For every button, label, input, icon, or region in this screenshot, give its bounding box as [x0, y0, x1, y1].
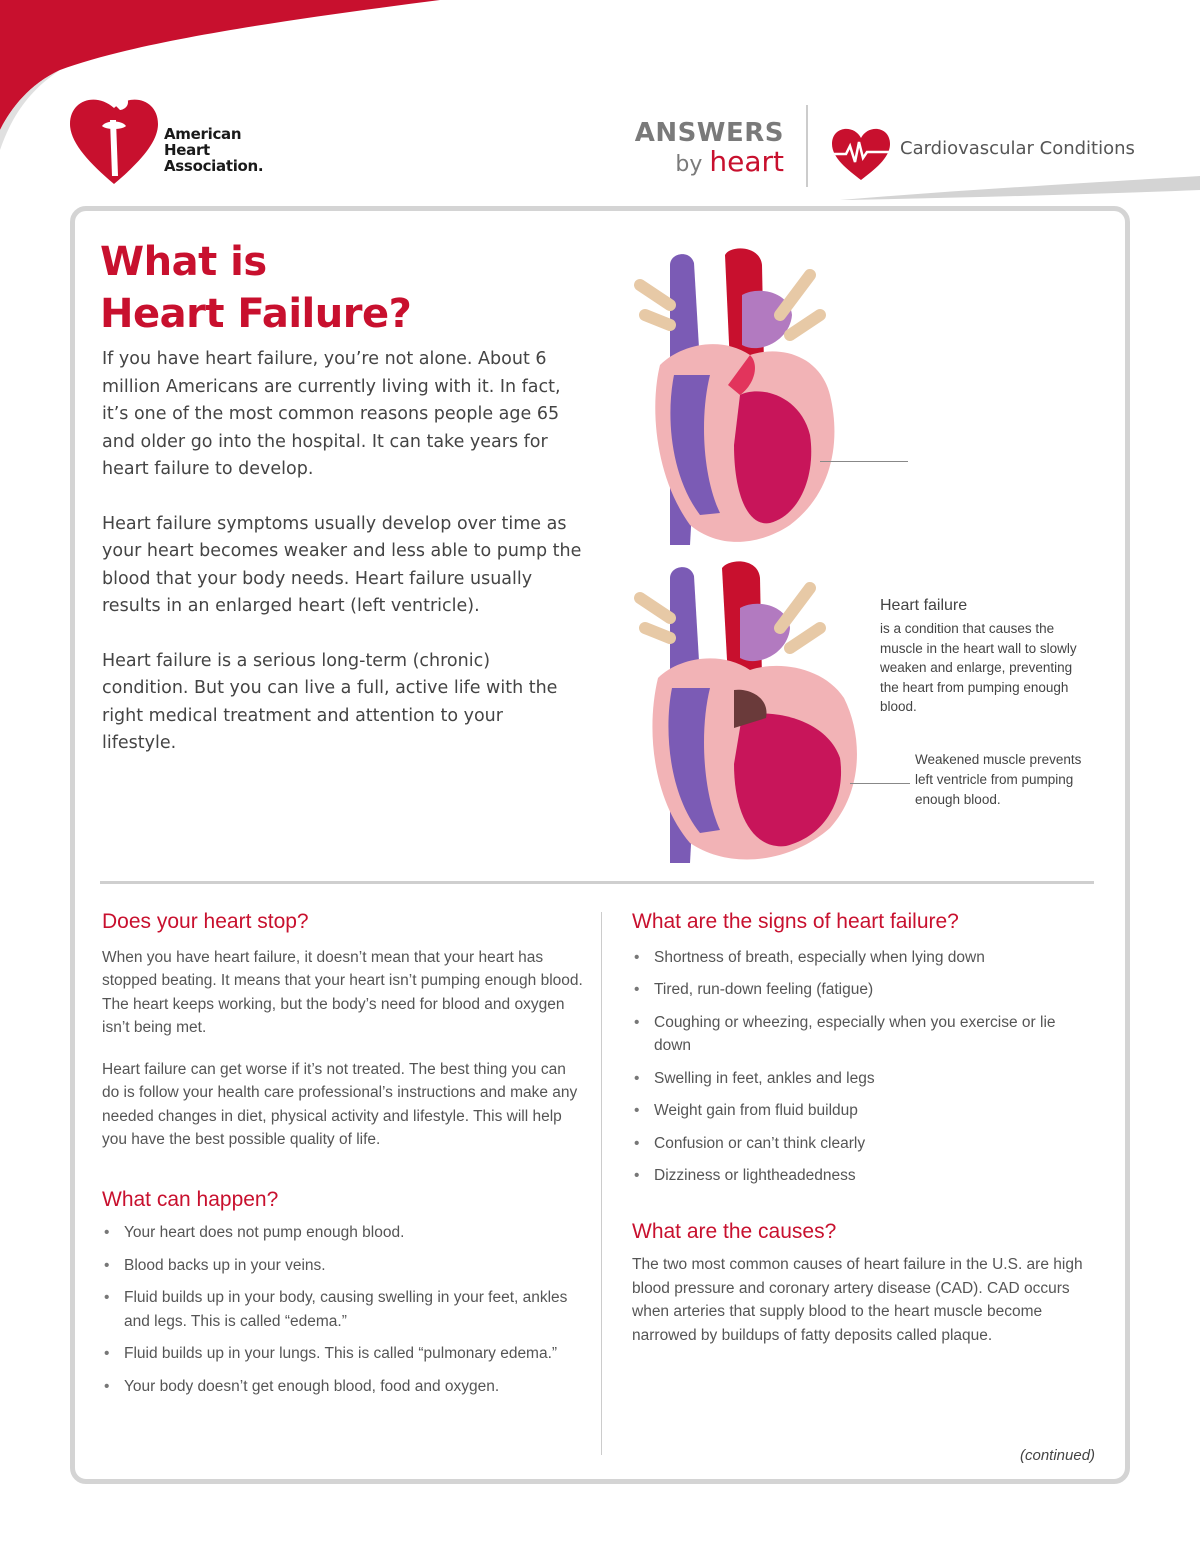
- column-divider: [601, 912, 602, 1455]
- wordmark-line-2: Heart: [164, 141, 210, 159]
- section-paragraph: The two most common causes of heart failure in the U.S. are high blood pressure and coronary artery disease (CAD). CAD occurs when arteries that supply blood to the heart muscle become narrowed by buildups of fatty deposits called plaque.: [632, 1256, 1083, 1344]
- list-item: • Your body doesn’t get enough blood, food and oxygen.: [104, 1377, 500, 1395]
- section-paragraph: Heart failure can get worse if it’s not treated. The best thing you can do is follow your health care professional’s instructions and make any needed changes in diet, physical activity and lifestyle. This will help you have the best possible quality of life.: [102, 1060, 578, 1148]
- signs-list: [632, 946, 1092, 1188]
- section-heading: What can happen?: [102, 1187, 279, 1211]
- header-divider: [806, 105, 808, 187]
- section-divider: [100, 881, 1094, 884]
- leader-line: [850, 783, 910, 784]
- list-item: • Shortness of breath, especially when lying down: [634, 948, 985, 966]
- normal-heart-illustration: [630, 245, 850, 550]
- list-item: • Swelling in feet, ankles and legs: [634, 1069, 875, 1087]
- answers-by-heart-logo: [632, 118, 784, 179]
- intro-paragraph: Heart failure is a serious long-term (chronic) condition. But you can live a full, active life with the right medical treatment and attention to your lifestyle.: [102, 650, 558, 753]
- answers-by-line: [632, 145, 784, 179]
- list-item: • Coughing or wheezing, especially when you exercise or lie down: [634, 1013, 1056, 1054]
- left-column: [102, 910, 587, 1407]
- list-item: • Blood backs up in your veins.: [104, 1256, 326, 1274]
- list-item: • Confusion or can’t think clearly: [634, 1134, 866, 1152]
- list-item: • Tired, run-down feeling (fatigue): [634, 981, 874, 998]
- happen-list: [102, 1221, 587, 1398]
- title-line-2: Heart Failure?: [100, 291, 412, 337]
- intro-text: [102, 346, 582, 785]
- title-line-1: What is: [100, 239, 267, 285]
- list-item: • Fluid builds up in your body, causing swelling in your feet, ankles and legs. This is called “edema.”: [104, 1289, 568, 1330]
- intro-paragraph: If you have heart failure, you’re not alone. About 6 million Americans are currently living with it. In fact, it’s one of the most common reasons people age 65 and older go into the hospital. It can take years for heart failure to develop.: [102, 349, 561, 479]
- section-paragraph: When you have heart failure, it doesn’t mean that your heart has stopped beating. It means that your heart isn’t pumping enough blood. The heart keeps working, but the body’s need for blood and oxygen isn’t being met.: [102, 948, 583, 1036]
- callout-title: Heart failure: [880, 597, 968, 614]
- page-title: [100, 236, 411, 340]
- section-heading: What are the causes?: [632, 1219, 837, 1243]
- callout-body: is a condition that causes the muscle in the heart wall to slowly weaken and enlarge, preventing the heart from pumping enough blood.: [880, 621, 1077, 714]
- heart-pulse-icon: [830, 120, 892, 182]
- wordmark-line-1: American: [164, 125, 242, 143]
- list-item: • Weight gain from fluid buildup: [634, 1102, 858, 1119]
- answers-by: by: [675, 152, 703, 177]
- right-column: [632, 910, 1092, 1365]
- header-grey-strip: [840, 176, 1200, 200]
- category-label: Cardiovascular Conditions: [900, 138, 1135, 159]
- aha-wordmark: [164, 126, 263, 174]
- continued-label: (continued): [1020, 1447, 1096, 1464]
- enlarged-heart-illustration: [630, 558, 865, 868]
- answers-word: ANSWERS: [634, 118, 784, 148]
- list-item: • Dizziness or lightheadedness: [634, 1167, 856, 1184]
- intro-paragraph: Heart failure symptoms usually develop over time as your heart becomes weaker and less able to pump the blood that your body needs. Heart failure usually results in an enlarged heart (left ventricle).: [102, 513, 582, 616]
- answers-heart: heart: [709, 145, 784, 178]
- list-item: • Your heart does not pump enough blood.: [104, 1224, 405, 1241]
- callout-weakened-muscle: Weakened muscle prevents left ventricle from pumping enough blood.: [915, 752, 1082, 807]
- section-heading: Does your heart stop?: [102, 910, 309, 933]
- leader-line: [820, 461, 908, 462]
- section-heading: What are the signs of heart failure?: [632, 910, 959, 933]
- list-item: • Fluid builds up in your lungs. This is called “pulmonary edema.”: [104, 1345, 558, 1362]
- wordmark-line-3: Association.: [164, 157, 264, 175]
